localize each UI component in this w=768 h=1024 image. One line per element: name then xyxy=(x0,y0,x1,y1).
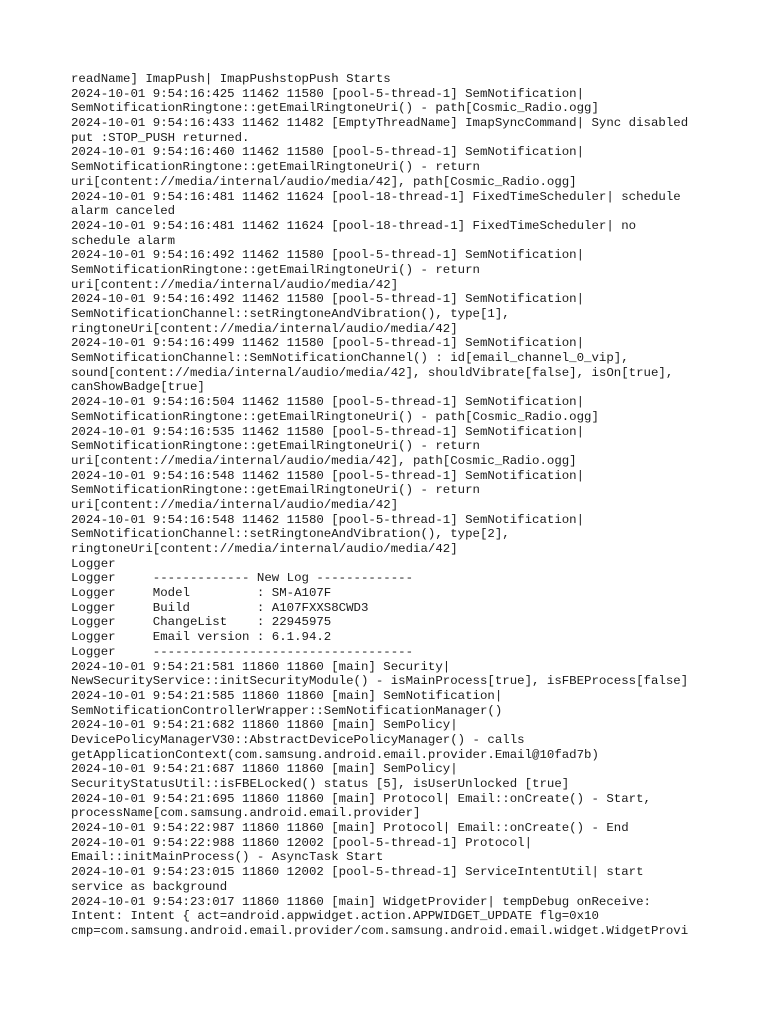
log-line: 2024-10-01 9:54:21:695 11860 11860 [main] Protocol| Email::onCreate() - Start, xyxy=(71,791,651,806)
log-line: getApplicationContext(com.samsung.android.email.provider.Email@10fad7b) xyxy=(71,747,599,762)
log-line: 2024-10-01 9:54:16:499 11462 11580 [pool-5-thread-1] SemNotification| xyxy=(71,336,585,351)
log-line: 2024-10-01 9:54:21:687 11860 11860 [main] SemPolicy| xyxy=(71,762,458,777)
logger-changelist-line: Logger ChangeList : 22945975 xyxy=(71,615,332,630)
log-line: 2024-10-01 9:54:21:585 11860 11860 [main] SemNotification| xyxy=(71,688,503,703)
log-line: SemNotificationRingtone::getEmailRingtoneUri() - return xyxy=(71,483,480,498)
logger-new-log-header: Logger ------------- New Log ------------- xyxy=(71,571,414,586)
logger-line: Logger xyxy=(71,556,116,571)
log-line: 2024-10-01 9:54:22:987 11860 11860 [main] Protocol| Email::onCreate() - End xyxy=(71,821,629,836)
log-line: NewSecurityService::initSecurityModule() - isMainProcess[true], isFBEProcess[false] xyxy=(71,674,689,689)
log-line: processName[com.samsung.android.email.provider] xyxy=(71,806,421,821)
log-line: 2024-10-01 9:54:16:535 11462 11580 [pool-5-thread-1] SemNotification| xyxy=(71,424,585,439)
log-line: cmp=com.samsung.android.email.provider/com.samsung.android.email.widget.WidgetProvi xyxy=(71,923,689,938)
log-line: SecurityStatusUtil::isFBELocked() status [5], isUserUnlocked [true] xyxy=(71,777,570,791)
log-line: 2024-10-01 9:54:23:015 11860 12002 [pool-5-thread-1] ServiceIntentUtil| start xyxy=(71,865,644,880)
log-line: service as background xyxy=(71,879,228,894)
log-line: 2024-10-01 9:54:16:504 11462 11580 [pool-5-thread-1] SemNotification| xyxy=(71,395,585,410)
log-line: 2024-10-01 9:54:16:548 11462 11580 [pool-5-thread-1] SemNotification| xyxy=(71,512,585,527)
log-line: 2024-10-01 9:54:16:492 11462 11580 [pool-5-thread-1] SemNotification| xyxy=(71,292,585,307)
log-line: ringtoneUri[content://media/internal/audio/media/42] xyxy=(71,542,458,556)
log-line: 2024-10-01 9:54:16:548 11462 11580 [pool-5-thread-1] SemNotification| xyxy=(71,468,585,483)
log-line: SemNotificationChannel::setRingtoneAndVibration(), type[2], xyxy=(71,527,510,542)
log-line: 2024-10-01 9:54:21:581 11860 11860 [main] Security| xyxy=(71,659,451,674)
log-line: DevicePolicyManagerV30::AbstractDevicePolicyManager() - calls xyxy=(71,732,525,747)
log-line: canShowBadge[true] xyxy=(71,380,205,395)
logger-build-line: Logger Build : A107FXXS8CWD3 xyxy=(71,600,369,615)
log-line: 2024-10-01 9:54:16:492 11462 11580 [pool-5-thread-1] SemNotification| xyxy=(71,248,585,263)
log-line: Intent: Intent { act=android.appwidget.action.APPWIDGET_UPDATE flg=0x10 xyxy=(71,909,599,924)
log-line: 2024-10-01 9:54:16:433 11462 11482 [EmptyThreadName] ImapSyncCommand| Sync disabled xyxy=(71,116,689,131)
log-line: SemNotificationChannel::SemNotificationChannel() : id[email_channel_0_vip], xyxy=(71,351,629,366)
log-line: 2024-10-01 9:54:22:988 11860 12002 [pool-5-thread-1] Protocol| xyxy=(71,835,533,850)
log-line: SemNotificationRingtone::getEmailRingtoneUri() - return xyxy=(71,160,480,175)
logger-separator-line: Logger ----------------------------------- xyxy=(71,644,414,659)
log-line: SemNotificationRingtone::getEmailRingtoneUri() - return xyxy=(71,439,480,454)
logger-email-version-line: Logger Email version : 6.1.94.2 xyxy=(71,630,332,645)
log-line: 2024-10-01 9:54:16:460 11462 11580 [pool-5-thread-1] SemNotification| xyxy=(71,145,585,160)
log-line: uri[content://media/internal/audio/media/42], path[Cosmic_Radio.ogg] xyxy=(71,174,577,189)
log-line: schedule alarm xyxy=(71,233,176,248)
log-line: 2024-10-01 9:54:21:682 11860 11860 [main] SemPolicy| xyxy=(71,718,458,733)
log-line: SemNotificationChannel::setRingtoneAndVibration(), type[1], xyxy=(71,307,510,321)
log-line: alarm canceled xyxy=(71,204,176,219)
log-line: ringtoneUri[content://media/internal/audio/media/42] xyxy=(71,321,458,336)
log-line: 2024-10-01 9:54:16:425 11462 11580 [pool-5-thread-1] SemNotification| xyxy=(71,86,585,101)
log-line: 2024-10-01 9:54:16:481 11462 11624 [pool-18-thread-1] FixedTimeScheduler| schedule xyxy=(71,189,681,204)
log-line: readName] ImapPush| ImapPushstopPush Starts xyxy=(71,72,391,86)
log-line: SemNotificationRingtone::getEmailRingtoneUri() - path[Cosmic_Radio.ogg] xyxy=(71,409,599,424)
log-line: uri[content://media/internal/audio/media/42] xyxy=(71,277,399,292)
log-text-page xyxy=(71,72,761,939)
logger-model-line: Logger Model : SM-A107F xyxy=(71,586,332,601)
log-line: sound[content://media/internal/audio/media/42], shouldVibrate[false], isOn[true], xyxy=(71,365,674,380)
log-line: SemNotificationControllerWrapper::SemNotificationManager() xyxy=(71,703,503,718)
log-line: put :STOP_PUSH returned. xyxy=(71,130,250,145)
log-line: uri[content://media/internal/audio/media/42] xyxy=(71,497,399,512)
log-line: uri[content://media/internal/audio/media/42], path[Cosmic_Radio.ogg] xyxy=(71,453,577,468)
log-line: Email::initMainProcess() - AsyncTask Start xyxy=(71,850,384,865)
log-line: 2024-10-01 9:54:16:481 11462 11624 [pool-18-thread-1] FixedTimeScheduler| no xyxy=(71,218,637,233)
log-line: 2024-10-01 9:54:23:017 11860 11860 [main] WidgetProvider| tempDebug onReceive: xyxy=(71,894,651,909)
log-line: SemNotificationRingtone::getEmailRingtoneUri() - path[Cosmic_Radio.ogg] xyxy=(71,101,599,116)
log-line: SemNotificationRingtone::getEmailRingtoneUri() - return xyxy=(71,262,480,277)
